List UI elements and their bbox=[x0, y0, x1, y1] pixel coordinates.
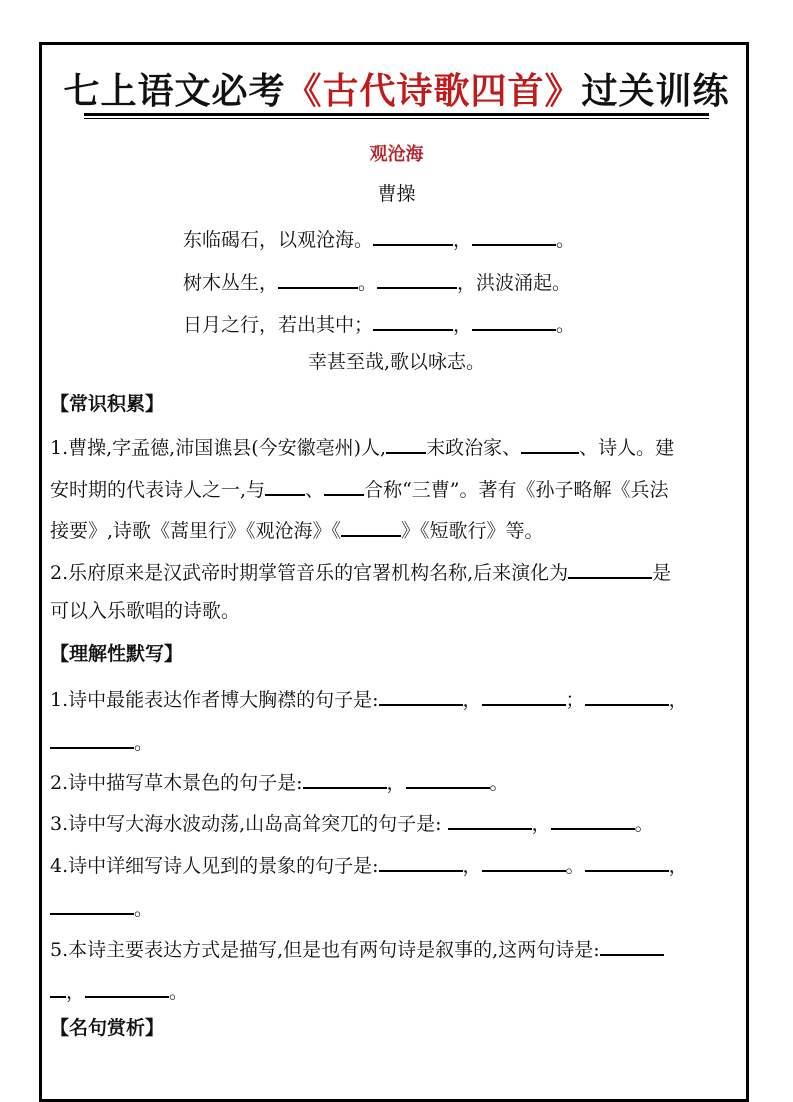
fill-blank[interactable] bbox=[406, 767, 490, 789]
fill-blank[interactable] bbox=[265, 474, 305, 496]
fill-blank[interactable] bbox=[585, 684, 669, 706]
poem-line-4: 幸甚至哉,歌以咏志。 bbox=[307, 351, 486, 373]
knowledge-q1-line3: 接要》,诗歌《蒿里行》《观沧海》《 》《短歌行》等。 bbox=[50, 515, 745, 544]
dictation-q5-line2: ， 。 bbox=[50, 976, 745, 1005]
dictation-q4-line1: 4.诗中详细写诗人见到的景象的句子是: ， 。 ， bbox=[50, 850, 745, 879]
section-heading-appreciation: 【名句赏析】 bbox=[50, 1017, 165, 1039]
fill-blank[interactable] bbox=[324, 474, 364, 496]
fill-blank[interactable] bbox=[386, 432, 426, 454]
section-heading-knowledge: 【常识积累】 bbox=[50, 393, 165, 415]
fill-blank[interactable] bbox=[472, 224, 556, 246]
knowledge-q2-line1: 2.乐府原来是汉武帝时期掌管音乐的官署机构名称,后来演化为 是 bbox=[50, 557, 745, 586]
fill-blank[interactable] bbox=[278, 267, 358, 289]
fill-blank[interactable] bbox=[585, 850, 669, 872]
dictation-q4-line2: 。 bbox=[50, 893, 745, 922]
fill-blank[interactable] bbox=[472, 309, 556, 331]
fill-blank[interactable] bbox=[379, 684, 463, 706]
knowledge-q2-line2: 可以入乐歌唱的诗歌。 bbox=[50, 600, 241, 622]
page-title bbox=[0, 66, 793, 116]
poem-line-2: 树木丛生， 。 ，洪波涌起。 bbox=[183, 267, 571, 296]
poem-title: 观沧海 bbox=[369, 144, 424, 165]
section-heading-dictation: 【理解性默写】 bbox=[50, 643, 184, 665]
dictation-q2: 2.诗中描写草木景色的句子是: ， 。 bbox=[50, 767, 745, 796]
title-part2: 《古代诗歌四首》 bbox=[285, 70, 582, 112]
title-underline-thin bbox=[84, 118, 709, 119]
dictation-q1-line2: 。 bbox=[50, 727, 745, 756]
knowledge-q1-line2: 安时期的代表诗人之一,与 、 合称“三曹”。著有《孙子略解《兵法 bbox=[50, 474, 745, 503]
dictation-q5-line1: 5.本诗主要表达方式是描写,但是也有两句诗是叙事的,这两句诗是: bbox=[50, 934, 745, 963]
title-part3: 过关训练 bbox=[581, 70, 730, 112]
poem-author: 曹操 bbox=[377, 183, 416, 205]
fill-blank[interactable] bbox=[373, 224, 453, 246]
dictation-q3: 3.诗中写大海水波动荡,山岛高耸突兀的句子是: ， 。 bbox=[50, 808, 745, 837]
fill-blank[interactable] bbox=[50, 893, 134, 915]
fill-blank[interactable] bbox=[50, 727, 134, 749]
fill-blank[interactable] bbox=[377, 267, 457, 289]
dictation-q1-line1: 1.诗中最能表达作者博大胸襟的句子是: ， ； ， bbox=[50, 684, 745, 713]
fill-blank[interactable] bbox=[373, 309, 453, 331]
fill-blank[interactable] bbox=[303, 767, 387, 789]
fill-blank[interactable] bbox=[482, 684, 566, 706]
fill-blank[interactable] bbox=[521, 432, 579, 454]
poem-line-1: 东临碣石，以观沧海。 ， 。 bbox=[183, 224, 575, 253]
fill-blank[interactable] bbox=[448, 808, 532, 830]
fill-blank[interactable] bbox=[568, 557, 652, 579]
title-part1: 七上语文必考 bbox=[63, 70, 286, 112]
title-underline bbox=[84, 113, 709, 116]
fill-blank[interactable] bbox=[85, 976, 169, 998]
poem-line-3: 日月之行，若出其中； ， 。 bbox=[183, 309, 575, 338]
fill-blank[interactable] bbox=[50, 976, 66, 998]
fill-blank[interactable] bbox=[379, 850, 463, 872]
fill-blank[interactable] bbox=[341, 515, 401, 537]
fill-blank[interactable] bbox=[600, 934, 664, 956]
knowledge-q1-line1: 1.曹操,字孟德,沛国谯县(今安徽亳州)人, 末政治家、 、诗人。建 bbox=[50, 432, 745, 461]
fill-blank[interactable] bbox=[482, 850, 566, 872]
fill-blank[interactable] bbox=[551, 808, 635, 830]
